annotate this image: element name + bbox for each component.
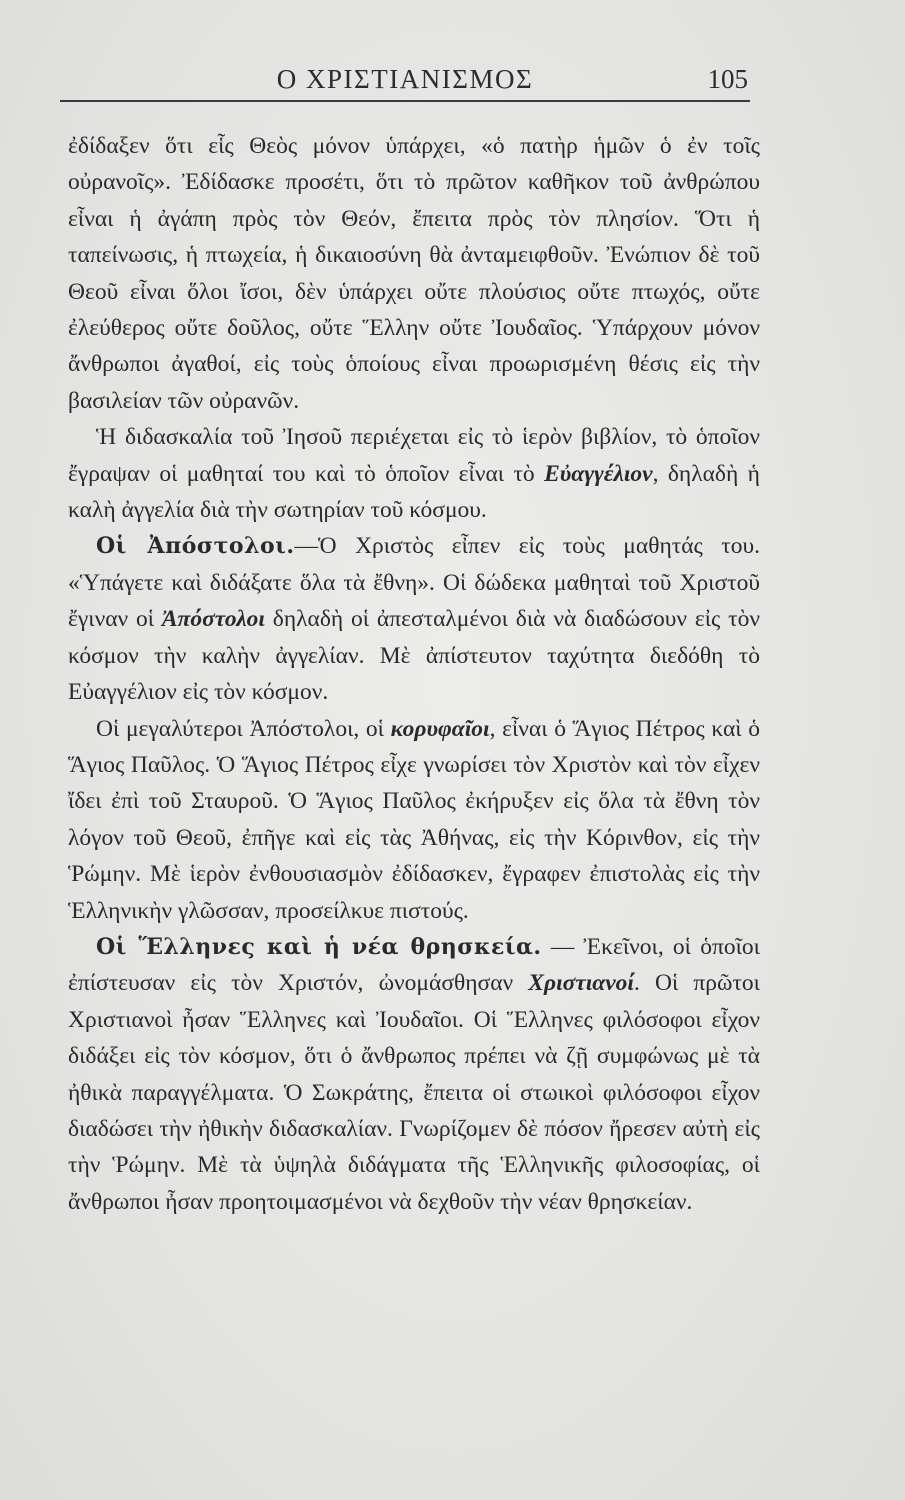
paragraph-2-text-b: , δηλαδὴ ἡ καλὴ ἀγγελία διὰ τὴν σωτηρίαν τοῦ κόσμου.: [68, 460, 760, 524]
paragraph-5: [68, 929, 760, 1220]
section-heading-greeks: Οἱ Ἕλληνες καὶ ἡ νέα θρησκεία.: [96, 933, 542, 960]
paragraph-1-text: ἐδίδαξεν ὅτι εἷς Θεὸς μόνον ὑπάρχει, «ὁ πατὴρ ἡμῶν ὁ ἐν τοῖς οὐρανοῖς». Ἐδίδασκε προσέτι, ὅτι τὸ πρῶτον καθῆκον τοῦ ἀνθρώπου εἶναι ἡ ἀγάπη πρὸς τὸν Θεόν, ἔπειτα πρὸς τὸν πλησίον. Ὅτι ἡ ταπείνωσις, ἡ πτωχεία, ἡ δικαιοσύνη θὰ ἀνταμειφθοῦν. Ἐνώπιον δὲ τοῦ Θεοῦ εἶναι ὅλοι ἴσοι, δὲν ὑπάρχει οὔτε πλούσιος οὔτε πτωχός, οὔτε ἐλεύθερος οὔτε δοῦλος, οὔτε Ἕλλην οὔτε Ἰουδαῖος. Ὑπάρχουν μόνον ἄνθρωποι ἀγαθοί, εἰς τοὺς ὁποίους εἶναι προωρισμένη θέσις εἰς τὴν βασιλείαν τῶν οὐρανῶν.: [68, 133, 760, 414]
term-apostoloi: Ἀπόστολοι: [161, 606, 265, 633]
running-title: Ο ΧΡΙΣΤΙΑΝΙΣΜΟΣ: [276, 64, 534, 94]
term-evangelion: Εὐαγγέλιον: [544, 460, 653, 487]
paragraph-4-text-b: , εἶναι ὁ Ἅγιος Πέτρος καὶ ὁ Ἅγιος Παῦλος. Ὁ Ἅγιος Πέτρος εἶχε γνωρίσει τὸν Χριστὸν καὶ τὸν εἶχεν ἴδει ἐπὶ τοῦ Σταυροῦ. Ὁ Ἅγιος Παῦλος ἐκήρυξεν εἰς ὅλα τὰ ἔθνη τὸν λόγον τοῦ Θεοῦ, ἐπῆγε καὶ εἰς τὰς Ἀθήνας, εἰς τὴν Κόρινθον, εἰς τὴν Ῥώμην. Μὲ ἱερὸν ἐνθουσιασμὸν ἐδίδασκεν, ἔγραφεν ἐπιστολὰς εἰς τὴν Ἑλληνικὴν γλῶσσαν, προσείλκυε πιστούς.: [68, 715, 760, 924]
paragraph-2-text-a: Ἡ διδασκαλία τοῦ Ἰησοῦ περιέχεται εἰς τὸ ἱερὸν βιβλίον, τὸ ὁποῖον ἔγραψαν οἱ μαθηταί του καὶ τὸ ὁποῖον εἶναι τὸ: [68, 424, 760, 487]
term-christianoi: Χριστιανοί: [528, 970, 634, 997]
paragraph-5-text-b: . Οἱ πρῶτοι Χριστιανοὶ ἦσαν Ἕλληνες καὶ Ἰουδαῖοι. Οἱ Ἕλληνες φιλόσοφοι εἶχον διδάξει εἰς τὸν κόσμον, ὅτι ὁ ἄνθρωπος πρέπει νὰ ζῇ συμφώνως μὲ τὰ ἠθικὰ παραγγέλματα. Ὁ Σωκράτης, ἔπειτα οἱ στωικοὶ φιλόσοφοι εἶχον διαδώσει τὴν ἠθικὴν διδασκαλίαν. Γνωρίζομεν δὲ πόσον ἤρεσεν αὐτὴ εἰς τὴν Ῥώμην. Μὲ τὰ ὑψηλὰ διδάγματα τῆς Ἑλληνικῆς φιλοσοφίας, οἱ ἄνθρωποι ἦσαν προητοιμασμένοι νὰ δεχθοῦν τὴν νέαν θρησκείαν.: [68, 970, 760, 1215]
paragraph-1: [68, 128, 760, 419]
section-heading-apostles: Οἱ Ἀπόστολοι.: [96, 533, 295, 560]
paragraph-3-text-b: δηλαδὴ οἱ ἀπεσταλμένοι διὰ νὰ διαδώσουν εἰς τὸν κόσμον τὴν καλὴν ἀγγελίαν. Μὲ ἀπίστευτον ταχύτητα διεδόθη τὸ Εὐαγγέλιον εἰς τὸν κόσμον.: [68, 606, 760, 706]
paragraph-4: [68, 711, 760, 929]
paragraph-4-text-a: Οἱ μεγαλύτεροι Ἀπόστολοι, οἱ: [96, 715, 391, 742]
paragraph-3: [68, 528, 760, 710]
page-number: 105: [707, 64, 748, 94]
paragraph-5-text-a: — Ἐκεῖνοι, οἱ ὁποῖοι ἐπίστευσαν εἰς τὸν Χριστόν, ὠνομάσθησαν: [68, 933, 760, 997]
body-text: [68, 128, 760, 1220]
paragraph-2: [68, 419, 760, 528]
term-koryfaioi: κορυφαῖοι: [390, 715, 490, 742]
paragraph-3-text-a: —Ὁ Χριστὸς εἶπεν εἰς τοὺς μαθητάς του. «Ὑπάγετε καὶ διδάξατε ὅλα τὰ ἔθνη». Οἱ δώδεκα μαθηταὶ τοῦ Χριστοῦ ἔγιναν οἱ: [68, 533, 760, 633]
page-header: [60, 60, 750, 102]
